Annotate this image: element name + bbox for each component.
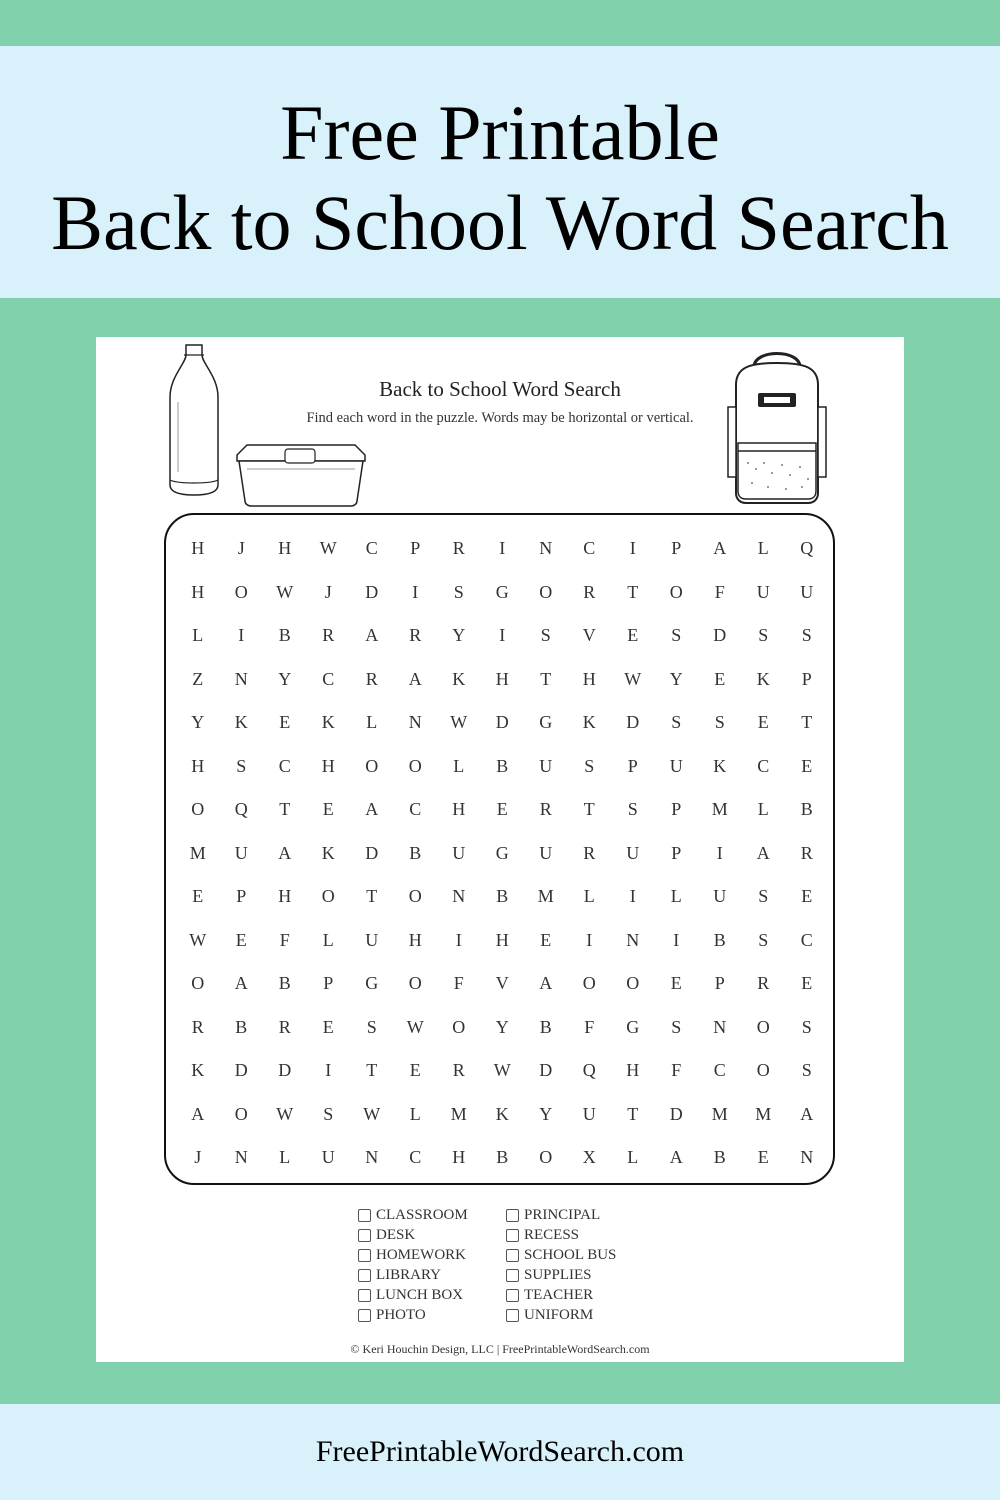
grid-letter: U xyxy=(452,842,466,863)
checkbox-icon[interactable] xyxy=(358,1229,371,1242)
grid-letter: J xyxy=(194,1147,202,1167)
grid-letter: K xyxy=(582,712,596,732)
grid-letter: F xyxy=(279,929,290,950)
checkbox-icon[interactable] xyxy=(358,1289,371,1302)
grid-letter: L xyxy=(627,1147,639,1167)
grid-letter: I xyxy=(499,538,506,558)
grid-letter: C xyxy=(278,755,291,776)
grid-letter: B xyxy=(235,1016,248,1037)
word-list-item xyxy=(506,1205,654,1225)
grid-letter: Z xyxy=(192,668,204,689)
grid-letter: E xyxy=(192,886,204,906)
grid-letter: O xyxy=(408,755,422,776)
grid-letter: E xyxy=(409,1060,421,1080)
grid-letter: W xyxy=(319,538,337,558)
grid-letter: U xyxy=(234,842,248,863)
checkbox-icon[interactable] xyxy=(506,1309,519,1322)
banner-title-line2: Back to School Word Search xyxy=(51,179,949,266)
grid-letter: I xyxy=(673,929,680,950)
grid-letter: U xyxy=(365,929,379,950)
grid-letter: G xyxy=(626,1016,640,1037)
grid-letter: I xyxy=(325,1060,332,1080)
grid-letter: N xyxy=(365,1147,379,1167)
grid-letter: D xyxy=(234,1060,248,1080)
word-label: CLASSROOM xyxy=(376,1206,468,1223)
word-label: PRINCIPAL xyxy=(524,1206,601,1223)
grid-letter: D xyxy=(669,1103,683,1124)
grid-letter: E xyxy=(496,799,508,819)
grid-letter: R xyxy=(409,625,422,645)
grid-letter: M xyxy=(711,799,728,819)
grid-letter: P xyxy=(801,668,812,689)
checkbox-icon[interactable] xyxy=(506,1289,519,1302)
grid-letter: G xyxy=(365,973,379,993)
grid-letter: Y xyxy=(452,625,466,645)
grid-letter: K xyxy=(495,1103,509,1124)
grid-letter: S xyxy=(671,712,682,732)
word-list-item xyxy=(358,1225,506,1245)
grid-letter: K xyxy=(234,712,248,732)
grid-letter: L xyxy=(757,799,769,819)
grid-letter: R xyxy=(322,625,335,645)
grid-letter: F xyxy=(671,1060,682,1080)
checkbox-icon[interactable] xyxy=(358,1309,371,1322)
grid-letter: C xyxy=(583,538,596,558)
grid-letter: O xyxy=(408,973,422,993)
word-list-item xyxy=(358,1265,506,1285)
puzzle-instructions: Find each word in the puzzle. Words may be horizontal or vertical. xyxy=(306,410,694,426)
grid-letter: S xyxy=(584,755,595,776)
grid-letter: S xyxy=(627,799,638,819)
grid-letter: L xyxy=(409,1103,421,1124)
grid-letter: W xyxy=(276,1103,294,1124)
grid-letter: P xyxy=(671,538,682,558)
grid-letter: N xyxy=(626,929,640,950)
grid-letter: A xyxy=(191,1103,205,1124)
word-label: SCHOOL BUS xyxy=(524,1246,617,1263)
grid-letter: K xyxy=(713,755,727,776)
grid-letter: H xyxy=(408,929,422,950)
grid-letter: P xyxy=(671,842,682,863)
grid-letter: G xyxy=(539,712,553,732)
checkbox-icon[interactable] xyxy=(506,1269,519,1282)
copyright-credit: © Keri Houchin Design, LLC | FreePrintableWordSearch.com xyxy=(350,1342,650,1356)
grid-letter: C xyxy=(800,929,813,950)
grid-letter: R xyxy=(539,799,552,819)
word-list xyxy=(358,1205,654,1325)
grid-letter: W xyxy=(276,581,294,602)
grid-letter: O xyxy=(669,581,683,602)
grid-letter: R xyxy=(757,973,770,993)
grid-letter: S xyxy=(366,1016,377,1037)
banner-title-line1: Free Printable xyxy=(280,89,720,176)
worksheet xyxy=(96,337,904,1362)
grid-letter: A xyxy=(278,842,292,863)
grid-letter: I xyxy=(412,581,419,602)
grid-letter: O xyxy=(452,1016,466,1037)
grid-letter: U xyxy=(800,581,814,602)
grid-letter: E xyxy=(322,799,334,819)
grid-letter: B xyxy=(539,1016,552,1037)
grid-letter: W xyxy=(363,1103,381,1124)
word-list-item xyxy=(506,1305,654,1325)
grid-letter: O xyxy=(191,973,205,993)
word-list-item xyxy=(506,1245,654,1265)
grid-letter: B xyxy=(713,929,726,950)
grid-letter: R xyxy=(583,581,596,602)
grid-letter: J xyxy=(324,581,332,602)
grid-letter: K xyxy=(452,668,466,689)
grid-letter: W xyxy=(189,929,207,950)
grid-letter: D xyxy=(278,1060,292,1080)
grid-letter: N xyxy=(234,1147,248,1167)
grid-letter: E xyxy=(801,973,813,993)
grid-letter: O xyxy=(539,1147,553,1167)
grid-letter: E xyxy=(670,973,682,993)
grid-letter: I xyxy=(238,625,245,645)
grid-letter: N xyxy=(452,886,466,906)
grid-letter: G xyxy=(495,842,509,863)
grid-letter: H xyxy=(495,929,509,950)
word-label: PHOTO xyxy=(376,1306,426,1323)
grid-letter: O xyxy=(756,1016,770,1037)
grid-letter: A xyxy=(713,538,727,558)
grid-letter: N xyxy=(800,1147,814,1167)
grid-letter: A xyxy=(800,1103,814,1124)
word-list-item xyxy=(506,1285,654,1305)
grid-letter: D xyxy=(539,1060,553,1080)
grid-letter: O xyxy=(539,581,553,602)
grid-letter: I xyxy=(586,929,593,950)
grid-letter: L xyxy=(583,886,595,906)
grid-letter: L xyxy=(757,538,769,558)
grid-letter: K xyxy=(756,668,770,689)
grid-letter: C xyxy=(757,755,770,776)
top-banner xyxy=(0,46,1000,298)
grid-letter: S xyxy=(801,1016,812,1037)
grid-letter: D xyxy=(713,625,727,645)
grid-letter: H xyxy=(452,799,466,819)
grid-letter: D xyxy=(365,842,379,863)
grid-letter: X xyxy=(582,1147,596,1167)
grid-letter: P xyxy=(410,538,421,558)
grid-letter: H xyxy=(495,668,509,689)
grid-letter: H xyxy=(582,668,596,689)
grid-letter: H xyxy=(191,538,205,558)
grid-letter: G xyxy=(495,581,509,602)
grid-letter: H xyxy=(321,755,335,776)
grid-letter: E xyxy=(757,712,769,732)
grid-letter: S xyxy=(453,581,464,602)
grid-letter: S xyxy=(758,886,769,906)
grid-letter: U xyxy=(669,755,683,776)
grid-letter: A xyxy=(365,799,379,819)
grid-letter: E xyxy=(801,755,813,776)
grid-letter: D xyxy=(495,712,509,732)
grid-letter: T xyxy=(366,886,378,906)
grid-letter: E xyxy=(540,929,552,950)
grid-letter: O xyxy=(234,1103,248,1124)
grid-letter: O xyxy=(191,799,205,819)
grid-letter: I xyxy=(455,929,462,950)
grid-letter: C xyxy=(365,538,378,558)
grid-letter: L xyxy=(322,929,334,950)
grid-letter: S xyxy=(801,625,812,645)
grid-letter: Y xyxy=(495,1016,509,1037)
word-label: UNIFORM xyxy=(524,1306,594,1323)
grid-letter: B xyxy=(713,1147,726,1167)
grid-letter: C xyxy=(322,668,335,689)
grid-letter: S xyxy=(758,929,769,950)
word-list-item xyxy=(358,1245,506,1265)
grid-letter: H xyxy=(452,1147,466,1167)
puzzle-title: Back to School Word Search xyxy=(379,377,621,401)
grid-letter: A xyxy=(365,625,379,645)
grid-letter: A xyxy=(539,973,553,993)
word-list-item xyxy=(358,1205,506,1225)
word-label: DESK xyxy=(376,1226,416,1243)
grid-letter: R xyxy=(452,538,465,558)
grid-letter: M xyxy=(711,1103,728,1124)
checkbox-icon[interactable] xyxy=(358,1249,371,1262)
grid-letter: K xyxy=(321,712,335,732)
grid-letter: H xyxy=(626,1060,640,1080)
grid-letter: M xyxy=(755,1103,772,1124)
grid-letter: U xyxy=(713,886,727,906)
grid-letter: T xyxy=(627,581,639,602)
grid-letter: S xyxy=(236,755,247,776)
grid-letter: A xyxy=(669,1147,683,1167)
grid-letter: U xyxy=(756,581,770,602)
grid-letter: B xyxy=(278,973,291,993)
checkbox-icon[interactable] xyxy=(506,1209,519,1222)
bottom-banner xyxy=(0,1404,1000,1500)
grid-letter: R xyxy=(191,1016,204,1037)
grid-letter: H xyxy=(191,755,205,776)
grid-letter: S xyxy=(758,625,769,645)
grid-letter: Y xyxy=(278,668,292,689)
word-label: LIBRARY xyxy=(376,1266,442,1283)
grid-letter: Y xyxy=(669,668,683,689)
grid-letter: B xyxy=(496,755,509,776)
grid-letter: F xyxy=(584,1016,595,1037)
grid-letter: B xyxy=(496,1147,509,1167)
grid-letter: T xyxy=(366,1060,378,1080)
grid-letter: U xyxy=(582,1103,596,1124)
word-label: RECESS xyxy=(524,1226,580,1243)
grid-letter: R xyxy=(365,668,378,689)
site-url: FreePrintableWordSearch.com xyxy=(315,1435,685,1468)
grid-letter: V xyxy=(495,973,509,993)
word-list-item xyxy=(358,1285,506,1305)
grid-letter: A xyxy=(408,668,422,689)
grid-letter: O xyxy=(365,755,379,776)
grid-letter: P xyxy=(714,973,725,993)
grid-letter: B xyxy=(278,625,291,645)
grid-letter: U xyxy=(539,842,553,863)
grid-letter: P xyxy=(236,886,247,906)
grid-letter: I xyxy=(629,538,636,558)
word-list-item xyxy=(358,1305,506,1325)
grid-letter: L xyxy=(453,755,465,776)
grid-letter: O xyxy=(756,1060,770,1080)
word-list-item xyxy=(506,1265,654,1285)
grid-letter: H xyxy=(191,581,205,602)
grid-letter: U xyxy=(539,755,553,776)
grid-letter: T xyxy=(801,712,813,732)
grid-letter: O xyxy=(582,973,596,993)
grid-letter: M xyxy=(537,886,554,906)
grid-letter: L xyxy=(192,625,204,645)
word-label: TEACHER xyxy=(524,1286,594,1303)
grid-letter: T xyxy=(583,799,595,819)
grid-letter: S xyxy=(540,625,551,645)
grid-letter: W xyxy=(406,1016,424,1037)
grid-letter: L xyxy=(279,1147,291,1167)
grid-letter: F xyxy=(453,973,464,993)
grid-letter: U xyxy=(321,1147,335,1167)
grid-letter: Q xyxy=(582,1060,596,1080)
grid-letter: C xyxy=(713,1060,726,1080)
grid-letter: S xyxy=(671,1016,682,1037)
grid-letter: D xyxy=(626,712,640,732)
grid-letter: O xyxy=(408,886,422,906)
grid-letter: L xyxy=(670,886,682,906)
checkbox-icon[interactable] xyxy=(358,1269,371,1282)
grid-letter: P xyxy=(671,799,682,819)
grid-letter: Q xyxy=(800,538,814,558)
grid-letter: B xyxy=(800,799,813,819)
grid-letter: R xyxy=(452,1060,465,1080)
grid-letter: R xyxy=(583,842,596,863)
grid-letter: O xyxy=(626,973,640,993)
grid-letter: M xyxy=(189,842,206,863)
grid-letter: E xyxy=(757,1147,769,1167)
grid-letter: K xyxy=(321,842,335,863)
grid-letter: E xyxy=(801,886,813,906)
grid-letter: E xyxy=(627,625,639,645)
grid-letter: V xyxy=(582,625,596,645)
grid-letter: T xyxy=(540,668,552,689)
grid-letter: W xyxy=(493,1060,511,1080)
lunchbox-icon xyxy=(233,437,369,507)
grid-letter: H xyxy=(278,886,292,906)
grid-letter: S xyxy=(671,625,682,645)
grid-letter: M xyxy=(450,1103,467,1124)
checkbox-icon[interactable] xyxy=(358,1209,371,1222)
grid-letter: A xyxy=(756,842,770,863)
grid-letter: L xyxy=(366,712,378,732)
checkbox-icon[interactable] xyxy=(506,1249,519,1262)
grid-letter: N xyxy=(713,1016,727,1037)
grid-letter: P xyxy=(627,755,638,776)
grid-letter: W xyxy=(624,668,642,689)
checkbox-icon[interactable] xyxy=(506,1229,519,1242)
grid-letter: U xyxy=(626,842,640,863)
grid-letter: N xyxy=(234,668,248,689)
grid-letter: P xyxy=(323,973,334,993)
grid-letter: Y xyxy=(191,712,205,732)
grid-letter: O xyxy=(234,581,248,602)
grid-letter: H xyxy=(278,538,292,558)
grid-letter: D xyxy=(365,581,379,602)
grid-letter: S xyxy=(714,712,725,732)
letter-grid xyxy=(176,527,829,1180)
grid-letter: S xyxy=(801,1060,812,1080)
word-list-item xyxy=(506,1225,654,1245)
grid-letter: C xyxy=(409,799,422,819)
grid-letter: R xyxy=(278,1016,291,1037)
grid-letter: S xyxy=(323,1103,334,1124)
grid-letter: I xyxy=(629,886,636,906)
grid-letter: T xyxy=(627,1103,639,1124)
grid-letter: R xyxy=(800,842,813,863)
word-label: HOMEWORK xyxy=(376,1246,466,1263)
grid-letter: B xyxy=(496,886,509,906)
grid-letter: B xyxy=(409,842,422,863)
grid-letter: C xyxy=(409,1147,422,1167)
grid-letter: E xyxy=(235,929,247,950)
grid-letter: Q xyxy=(234,799,248,819)
grid-letter: O xyxy=(321,886,335,906)
grid-letter: I xyxy=(716,842,723,863)
grid-letter: N xyxy=(408,712,422,732)
grid-letter: Y xyxy=(539,1103,553,1124)
grid-letter: F xyxy=(714,581,725,602)
grid-letter: N xyxy=(539,538,553,558)
grid-letter: A xyxy=(234,973,248,993)
word-label: LUNCH BOX xyxy=(376,1286,464,1303)
grid-letter: E xyxy=(279,712,291,732)
grid-letter: J xyxy=(237,538,245,558)
grid-letter: E xyxy=(322,1016,334,1037)
word-label: SUPPLIES xyxy=(524,1266,592,1283)
grid-letter: E xyxy=(714,668,726,689)
grid-letter: T xyxy=(279,799,291,819)
grid-letter: K xyxy=(191,1060,205,1080)
grid-letter: I xyxy=(499,625,506,645)
grid-letter: W xyxy=(450,712,468,732)
